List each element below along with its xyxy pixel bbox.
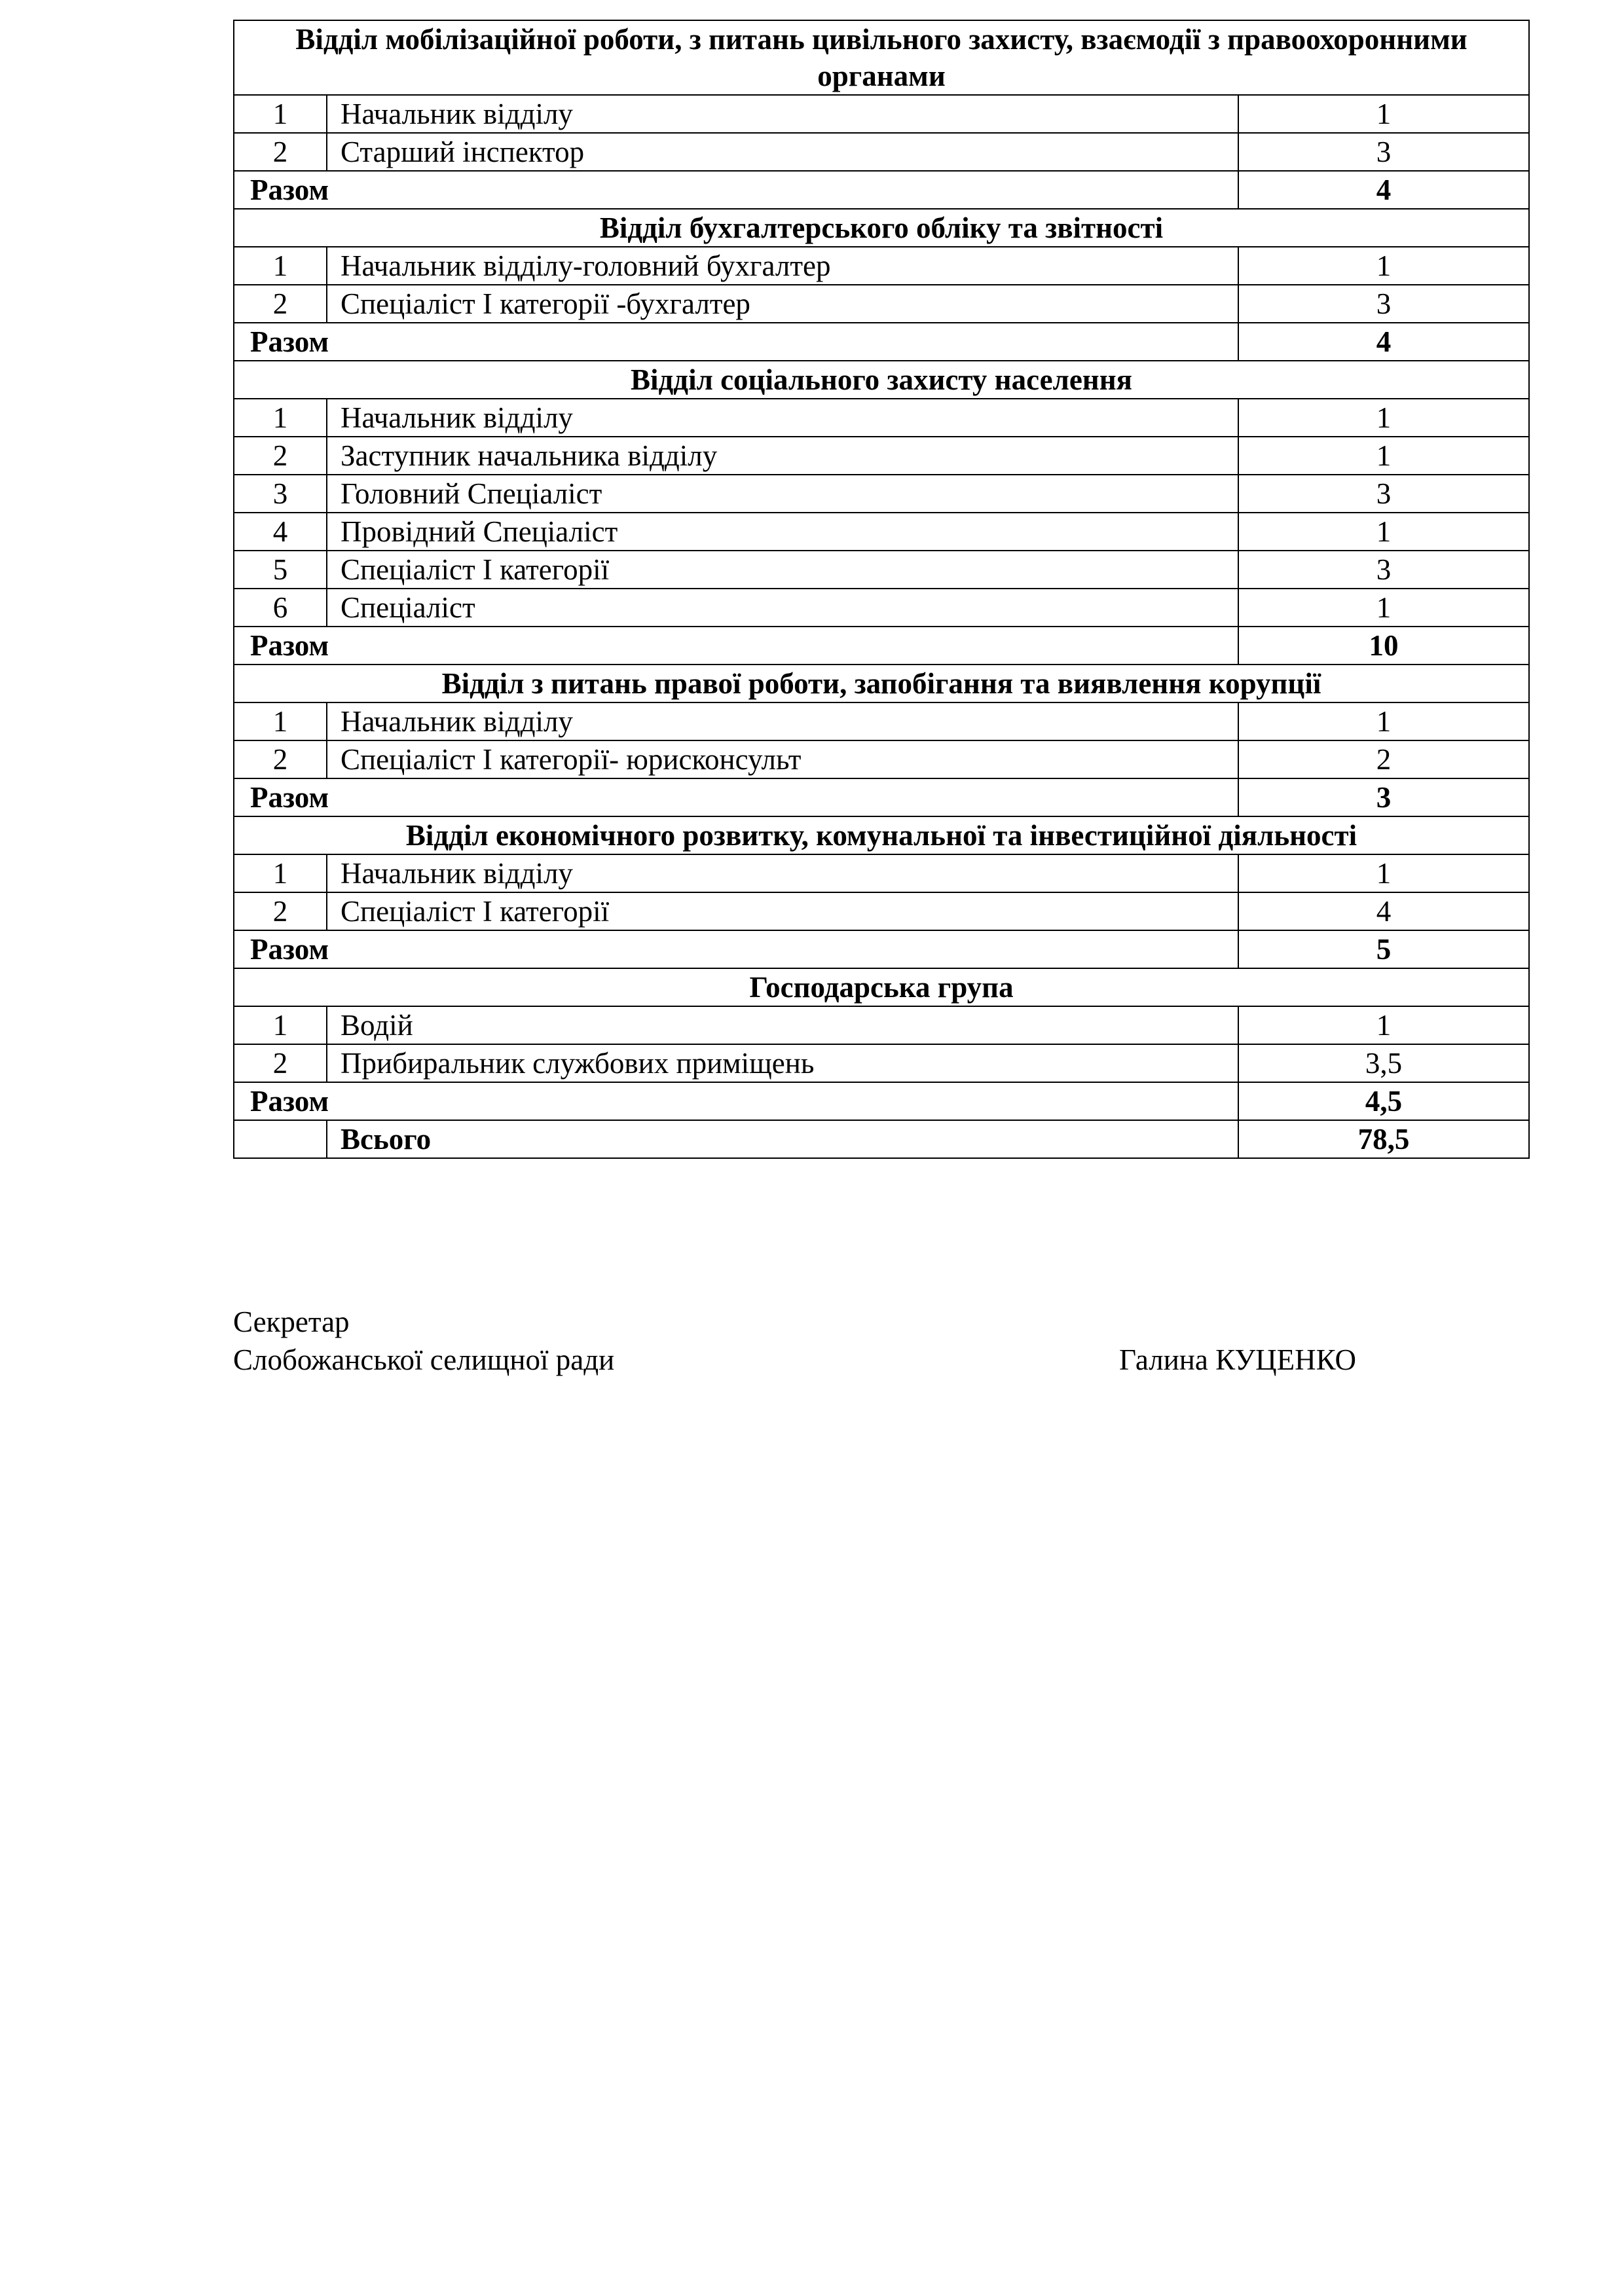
signature-title: Секретар <box>233 1305 350 1338</box>
staffing-table <box>233 20 1530 1159</box>
position-name: Начальник відділу-головний бухгалтер <box>327 247 1238 285</box>
position-count: 1 <box>1238 702 1529 740</box>
total-label: Разом <box>234 323 1238 361</box>
position-count: 1 <box>1238 1006 1529 1044</box>
grand-total-row <box>234 1120 1529 1158</box>
position-name: Начальник відділу <box>327 399 1238 437</box>
grand-total-empty-cell <box>234 1120 327 1158</box>
position-count: 1 <box>1238 854 1529 892</box>
total-label: Разом <box>234 1082 1238 1120</box>
grand-total-value: 78,5 <box>1238 1120 1529 1158</box>
signature-organization: Слобожанської селищної ради <box>233 1343 615 1376</box>
department-header-row <box>234 209 1529 247</box>
position-count: 3 <box>1238 133 1529 171</box>
position-name: Начальник відділу <box>327 854 1238 892</box>
row-number: 1 <box>234 702 327 740</box>
department-header-row <box>234 665 1529 702</box>
department-title: Відділ мобілізаційної роботи, з питань цивільного захисту, взаємодії з правоохоронними органами <box>234 20 1529 95</box>
table-row <box>234 1006 1529 1044</box>
table-row <box>234 589 1529 627</box>
department-header-row <box>234 361 1529 399</box>
position-count: 1 <box>1238 513 1529 551</box>
total-value: 4 <box>1238 323 1529 361</box>
position-count: 3,5 <box>1238 1044 1529 1082</box>
position-name: Провідний Спеціаліст <box>327 513 1238 551</box>
department-total-row <box>234 171 1529 209</box>
position-name: Водій <box>327 1006 1238 1044</box>
department-title: Відділ економічного розвитку, комунальної та інвестиційної діяльності <box>234 816 1529 854</box>
department-header-row <box>234 816 1529 854</box>
position-name: Начальник відділу <box>327 702 1238 740</box>
total-value: 3 <box>1238 778 1529 816</box>
row-number: 1 <box>234 854 327 892</box>
total-value: 10 <box>1238 627 1529 665</box>
department-header-row <box>234 968 1529 1006</box>
table-row <box>234 740 1529 778</box>
position-name: Спеціаліст І категорії <box>327 892 1238 930</box>
row-number: 2 <box>234 1044 327 1082</box>
position-count: 2 <box>1238 740 1529 778</box>
position-count: 3 <box>1238 285 1529 323</box>
department-total-row <box>234 1082 1529 1120</box>
total-label: Разом <box>234 627 1238 665</box>
row-number: 1 <box>234 95 327 133</box>
position-count: 1 <box>1238 437 1529 475</box>
position-count: 1 <box>1238 95 1529 133</box>
table-row <box>234 475 1529 513</box>
table-row <box>234 399 1529 437</box>
table-row <box>234 513 1529 551</box>
position-count: 4 <box>1238 892 1529 930</box>
position-name: Спеціаліст І категорії <box>327 551 1238 589</box>
total-label: Разом <box>234 930 1238 968</box>
department-title: Відділ бухгалтерського обліку та звітності <box>234 209 1529 247</box>
table-row <box>234 892 1529 930</box>
position-count: 1 <box>1238 589 1529 627</box>
signature-block <box>233 1303 1451 1379</box>
table-row <box>234 702 1529 740</box>
position-count: 1 <box>1238 247 1529 285</box>
position-count: 1 <box>1238 399 1529 437</box>
signature-organization-line <box>233 1341 1451 1379</box>
department-total-row <box>234 323 1529 361</box>
row-number: 2 <box>234 285 327 323</box>
position-name: Заступник начальника відділу <box>327 437 1238 475</box>
position-name: Спеціаліст І категорії- юрисконсульт <box>327 740 1238 778</box>
total-label: Разом <box>234 778 1238 816</box>
table-row <box>234 1044 1529 1082</box>
signature-name: Галина КУЦЕНКО <box>1119 1343 1356 1376</box>
row-number: 1 <box>234 1006 327 1044</box>
position-name: Спеціаліст <box>327 589 1238 627</box>
row-number: 3 <box>234 475 327 513</box>
table-row <box>234 133 1529 171</box>
grand-total-label: Всього <box>327 1120 1238 1158</box>
total-value: 5 <box>1238 930 1529 968</box>
row-number: 6 <box>234 589 327 627</box>
department-header-row <box>234 20 1529 95</box>
row-number: 4 <box>234 513 327 551</box>
position-name: Старший інспектор <box>327 133 1238 171</box>
table-row <box>234 437 1529 475</box>
position-name: Начальник відділу <box>327 95 1238 133</box>
table-row <box>234 247 1529 285</box>
table-row <box>234 95 1529 133</box>
position-name: Головний Спеціаліст <box>327 475 1238 513</box>
department-total-row <box>234 627 1529 665</box>
table-row <box>234 285 1529 323</box>
department-title: Господарська група <box>234 968 1529 1006</box>
row-number: 5 <box>234 551 327 589</box>
department-total-row <box>234 778 1529 816</box>
row-number: 2 <box>234 133 327 171</box>
row-number: 1 <box>234 247 327 285</box>
staffing-table-body <box>234 20 1529 1158</box>
position-name: Спеціаліст І категорії -бухгалтер <box>327 285 1238 323</box>
table-row <box>234 551 1529 589</box>
position-count: 3 <box>1238 475 1529 513</box>
row-number: 2 <box>234 740 327 778</box>
row-number: 2 <box>234 437 327 475</box>
position-name: Прибиральник службових приміщень <box>327 1044 1238 1082</box>
department-total-row <box>234 930 1529 968</box>
total-value: 4,5 <box>1238 1082 1529 1120</box>
row-number: 2 <box>234 892 327 930</box>
total-label: Разом <box>234 171 1238 209</box>
total-value: 4 <box>1238 171 1529 209</box>
row-number: 1 <box>234 399 327 437</box>
department-title: Відділ соціального захисту населення <box>234 361 1529 399</box>
department-title: Відділ з питань правої роботи, запобігання та виявлення корупції <box>234 665 1529 702</box>
table-row <box>234 854 1529 892</box>
position-count: 3 <box>1238 551 1529 589</box>
